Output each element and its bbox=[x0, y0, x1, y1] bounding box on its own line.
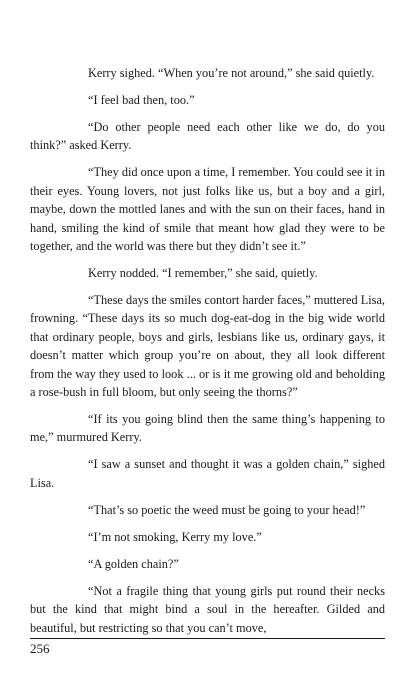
body-text bbox=[30, 64, 385, 646]
paragraph: “A golden chain?” bbox=[88, 556, 179, 571]
paragraph: Kerry sighed. “When you’re not around,” she said quietly. bbox=[88, 66, 375, 80]
paragraph: “I feel bad then, too.” bbox=[88, 93, 195, 107]
paragraph: “Do other people need each other like we do, do you think?” asked Kerry. bbox=[30, 120, 385, 153]
paragraph: Kerry nodded. “I remember,” she said, quietly. bbox=[88, 266, 318, 281]
paragraph: “I’m not smoking, Kerry my love.” bbox=[88, 529, 262, 544]
page-number: 256 bbox=[30, 641, 50, 656]
footer-rule bbox=[30, 638, 385, 639]
paragraph: “They did once upon a time, I remember. You could see it in their eyes. Young lovers, not just folks like us, but a boy and a girl, maybe, down the mottled lanes and with the sun on their faces, hand in hand, smiling the kind of smile that meant how glad they were to be together, and the world was there but they didn’t see it.” bbox=[30, 165, 385, 254]
paragraph: “These days the smiles contort harder faces,” muttered Lisa, frowning. “These days its so much dog-eat-dog in the big wide world that ordinary people, boys and girls, lesbians like us, ordinary gays, it doesn’t matter which group you’re on about, they all look different from the way they used to look ... or is it me growing old and beholding a rose-bush in full bloom, but only seeing the thorns?” bbox=[30, 293, 385, 400]
paragraph: “If its you going blind then the same thing’s happening to me,” murmured Kerry. bbox=[30, 412, 385, 445]
paragraph: “Not a fragile thing that young girls put round their necks but the kind that might bind a soul in the hereafter. Gilded and beautiful, but restricting so that you can’t move, bbox=[30, 583, 385, 635]
paragraph: “I saw a sunset and thought it was a golden chain,” sighed Lisa. bbox=[30, 457, 385, 490]
paragraph: “That’s so poetic the weed must be going to your head!” bbox=[88, 502, 366, 517]
